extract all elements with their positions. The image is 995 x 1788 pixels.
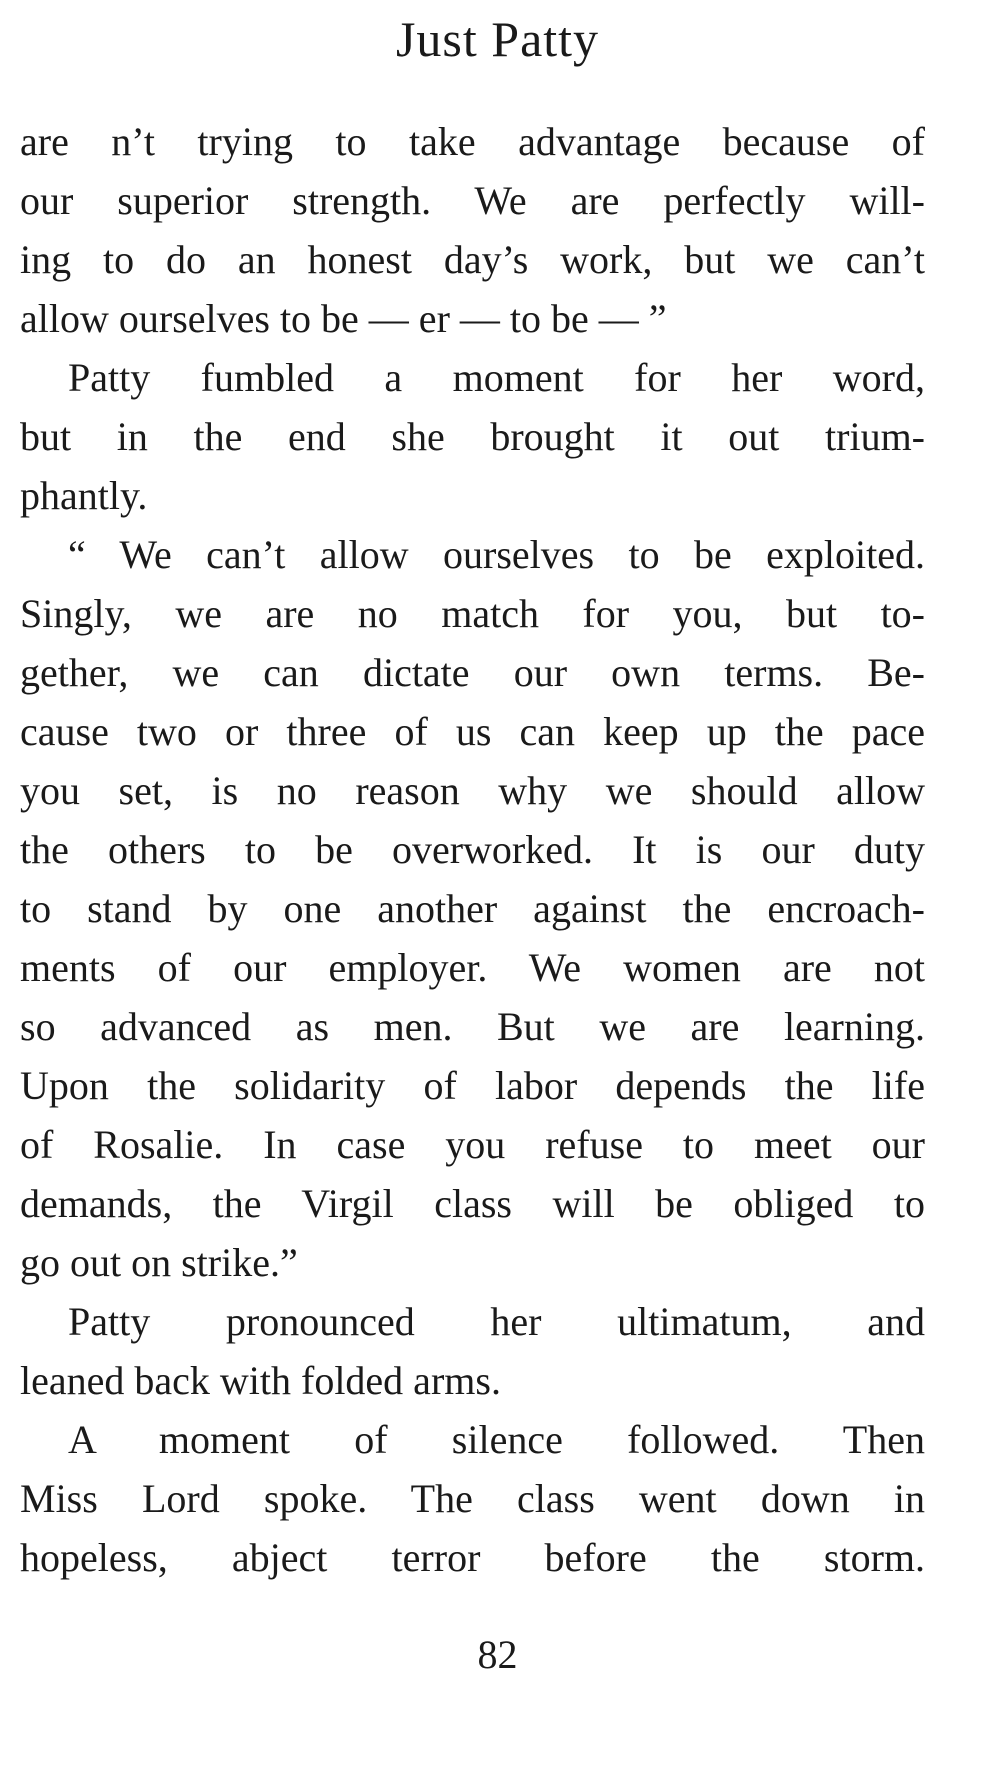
text-line: you set, is no reason why we should allow bbox=[20, 768, 925, 813]
page-number: 82 bbox=[477, 1632, 518, 1677]
text-line: so advanced as men. But we are learning. bbox=[20, 1004, 925, 1049]
text-line: phantly. bbox=[20, 473, 148, 518]
paragraph bbox=[20, 348, 925, 525]
text-line: but in the end she brought it out trium- bbox=[20, 414, 925, 459]
text-line: “ We can’t allow ourselves to be exploited. bbox=[68, 532, 925, 577]
text-line: A moment of silence followed. Then bbox=[68, 1417, 925, 1462]
text-line: allow ourselves to be — er — to be — ” bbox=[20, 296, 667, 341]
text-line: Singly, we are no match for you, but to- bbox=[20, 591, 925, 636]
text-line: of Rosalie. In case you refuse to meet our bbox=[20, 1122, 925, 1167]
paragraph bbox=[20, 1292, 925, 1410]
text-line: Patty pronounced her ultimatum, and bbox=[68, 1299, 925, 1344]
text-line: ments of our employer. We women are not bbox=[20, 945, 925, 990]
text-line: are n’t trying to take advantage because of bbox=[20, 119, 925, 164]
text-line: the others to be overworked. It is our duty bbox=[20, 827, 925, 872]
paragraph bbox=[20, 112, 925, 348]
body-text bbox=[20, 112, 925, 1587]
text-line: our superior strength. We are perfectly will- bbox=[20, 178, 925, 223]
running-head: Just Patty bbox=[395, 11, 600, 67]
text-line: hopeless, abject terror before the storm. bbox=[20, 1535, 925, 1580]
text-line: demands, the Virgil class will be obliged to bbox=[20, 1181, 925, 1226]
text-line: ing to do an honest day’s work, but we can’t bbox=[20, 237, 925, 282]
text-line: to stand by one another against the encroach- bbox=[20, 886, 925, 931]
paragraph bbox=[20, 525, 925, 1292]
paragraph bbox=[20, 1410, 925, 1587]
text-line: Miss Lord spoke. The class went down in bbox=[20, 1476, 925, 1521]
text-line: Upon the solidarity of labor depends the life bbox=[20, 1063, 925, 1108]
text-line: gether, we can dictate our own terms. Be- bbox=[20, 650, 925, 695]
text-line: leaned back with folded arms. bbox=[20, 1358, 501, 1403]
text-line: go out on strike.” bbox=[20, 1240, 298, 1285]
text-line: Patty fumbled a moment for her word, bbox=[68, 355, 925, 400]
text-line: cause two or three of us can keep up the pace bbox=[20, 709, 925, 754]
